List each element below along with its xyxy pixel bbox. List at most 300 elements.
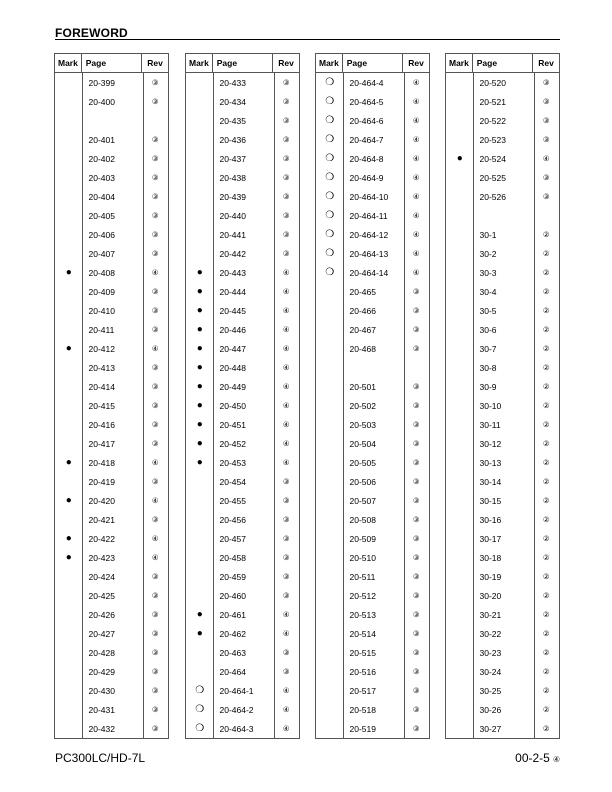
rev-cell: ④ — [282, 724, 290, 733]
page-cell: 20-438 — [219, 172, 246, 183]
rev-cell: ④ — [282, 610, 290, 619]
column-divider — [82, 73, 83, 738]
open-circle-icon: ❍ — [325, 228, 335, 240]
rev-cell: ④ — [282, 458, 290, 467]
rev-cell: ④ — [151, 496, 159, 505]
page-cell: 20-401 — [88, 134, 115, 145]
table-row — [316, 377, 429, 396]
table-row — [186, 282, 299, 301]
page-cell: 20-409 — [88, 286, 115, 297]
page-cell: 20-519 — [349, 723, 376, 734]
table-row — [446, 244, 559, 263]
page-cell: 20-426 — [88, 609, 115, 620]
rev-cell: ④ — [282, 363, 290, 372]
page-cell: 20-413 — [88, 362, 115, 373]
table-row — [55, 225, 168, 244]
table-row — [186, 149, 299, 168]
table-row — [55, 510, 168, 529]
page-cell: 20-468 — [349, 343, 376, 354]
rev-cell: ④ — [151, 268, 159, 277]
page-cell: 30-14 — [479, 476, 502, 487]
rev-cell: ③ — [282, 116, 290, 125]
rev-cell: ③ — [282, 135, 290, 144]
page-cell: 20-466 — [349, 305, 376, 316]
page-cell: 30-16 — [479, 514, 502, 525]
page-cell: 20-464-1 — [219, 685, 254, 696]
page-cell: 20-464-6 — [349, 115, 384, 126]
page-cell: 20-414 — [88, 381, 115, 392]
page-cell: 20-461 — [219, 609, 246, 620]
table-body — [55, 73, 168, 738]
table-row — [446, 491, 559, 510]
page-cell: 20-402 — [88, 153, 115, 164]
rev-cell: ③ — [282, 591, 290, 600]
table-row — [446, 548, 559, 567]
rev-cell: ③ — [282, 192, 290, 201]
filled-circle-icon: ● — [65, 266, 72, 278]
column-divider — [343, 73, 344, 738]
table-row — [316, 491, 429, 510]
page-cell: 30-17 — [479, 533, 502, 544]
revision-table-3 — [315, 53, 430, 739]
table-row — [186, 187, 299, 206]
table-row — [186, 548, 299, 567]
table-row — [316, 548, 429, 567]
table-row — [55, 339, 168, 358]
page-cell: 20-447 — [219, 343, 246, 354]
table-row — [446, 149, 559, 168]
table-row — [186, 643, 299, 662]
open-circle-icon: ❍ — [195, 703, 205, 715]
rev-cell: ④ — [412, 97, 420, 106]
page-cell: 20-464-14 — [349, 267, 389, 278]
page-cell: 20-515 — [349, 647, 376, 658]
rev-cell: ③ — [412, 287, 420, 296]
open-circle-icon: ❍ — [325, 209, 335, 221]
filled-circle-icon: ● — [196, 323, 203, 335]
open-circle-icon: ❍ — [325, 152, 335, 164]
rev-cell: ③ — [282, 648, 290, 657]
table-row — [55, 605, 168, 624]
table-row — [55, 529, 168, 548]
rev-cell: ③ — [412, 515, 420, 524]
rev-cell: ③ — [412, 724, 420, 733]
table-row — [446, 396, 559, 415]
rev-cell: ② — [542, 420, 550, 429]
page-cell: 20-443 — [219, 267, 246, 278]
filled-circle-icon: ● — [65, 494, 72, 506]
page-cell: 20-511 — [349, 571, 376, 582]
table-row — [186, 567, 299, 586]
page-cell: 20-417 — [88, 438, 115, 449]
page-cell: 20-451 — [219, 419, 246, 430]
page-cell: 20-445 — [219, 305, 246, 316]
page-cell: 20-460 — [219, 590, 246, 601]
page-cell: 20-464-3 — [219, 723, 254, 734]
table-row — [446, 111, 559, 130]
page-cell: 20-503 — [349, 419, 376, 430]
table-row — [55, 434, 168, 453]
rev-cell: ③ — [151, 78, 159, 87]
open-circle-icon: ❍ — [325, 114, 335, 126]
table-row — [186, 73, 299, 92]
rev-cell: ③ — [151, 382, 159, 391]
table-row — [55, 263, 168, 282]
rev-cell: ③ — [282, 78, 290, 87]
filled-circle-icon: ● — [196, 304, 203, 316]
table-row — [186, 339, 299, 358]
filled-circle-icon: ● — [196, 627, 203, 639]
page-cell: 30-6 — [479, 324, 497, 335]
page-cell: 20-520 — [479, 77, 506, 88]
table-row — [316, 130, 429, 149]
table-row — [186, 719, 299, 738]
table-row — [55, 111, 168, 130]
page-cell: 20-437 — [219, 153, 246, 164]
page-cell: 20-418 — [88, 457, 115, 468]
rev-cell: ② — [542, 496, 550, 505]
rev-cell: ③ — [412, 705, 420, 714]
filled-circle-icon: ● — [456, 152, 463, 164]
table-row — [55, 567, 168, 586]
table-row — [55, 700, 168, 719]
rev-cell: ② — [542, 667, 550, 676]
table-row — [446, 434, 559, 453]
rev-cell: ② — [542, 249, 550, 258]
rev-cell: ③ — [282, 477, 290, 486]
page-cell: 20-456 — [219, 514, 246, 525]
rev-cell: ③ — [412, 496, 420, 505]
rev-cell: ② — [542, 648, 550, 657]
page-cell: 30-15 — [479, 495, 502, 506]
table-header — [446, 54, 559, 73]
rev-cell: ② — [542, 515, 550, 524]
table-row — [55, 415, 168, 434]
rev-cell: ③ — [412, 553, 420, 562]
table-row — [446, 92, 559, 111]
page-cell: 20-464-2 — [219, 704, 254, 715]
open-circle-icon: ❍ — [325, 266, 335, 278]
page-cell: 20-446 — [219, 324, 246, 335]
filled-circle-icon: ● — [196, 437, 203, 449]
table-row — [55, 168, 168, 187]
page-cell: 20-403 — [88, 172, 115, 183]
table-row — [446, 358, 559, 377]
rev-cell: ② — [542, 439, 550, 448]
page-cell: 20-464-12 — [349, 229, 389, 240]
page-cell: 20-455 — [219, 495, 246, 506]
table-row — [186, 624, 299, 643]
page-cell: 20-435 — [219, 115, 246, 126]
rev-cell: ④ — [412, 78, 420, 87]
rev-cell: ③ — [151, 401, 159, 410]
page-cell: 20-464-8 — [349, 153, 384, 164]
rev-cell: ③ — [151, 363, 159, 372]
rev-cell: ③ — [412, 629, 420, 638]
table-row — [55, 586, 168, 605]
column-divider — [404, 73, 405, 738]
page-cell: 20-404 — [88, 191, 115, 202]
rev-header: Rev — [278, 58, 294, 68]
page-cell: 20-406 — [88, 229, 115, 240]
rev-cell: ④ — [412, 173, 420, 182]
page-cell: 30-21 — [479, 609, 502, 620]
table-row — [446, 187, 559, 206]
rev-cell: ③ — [151, 610, 159, 619]
rev-cell: ③ — [282, 230, 290, 239]
rev-cell: ③ — [282, 211, 290, 220]
page-cell: 20-522 — [479, 115, 506, 126]
page-cell: 30-23 — [479, 647, 502, 658]
page-cell: 30-18 — [479, 552, 502, 563]
page-cell: 20-458 — [219, 552, 246, 563]
revision-table-1 — [54, 53, 169, 739]
page-cell: 20-436 — [219, 134, 246, 145]
page-cell: 20-434 — [219, 96, 246, 107]
table-row — [55, 149, 168, 168]
page-cell: 20-419 — [88, 476, 115, 487]
table-row — [446, 168, 559, 187]
filled-circle-icon: ● — [65, 551, 72, 563]
rev-cell: ③ — [542, 97, 550, 106]
rev-cell: ③ — [151, 135, 159, 144]
rev-cell: ④ — [282, 344, 290, 353]
page-cell: 20-462 — [219, 628, 246, 639]
rev-cell: ③ — [412, 420, 420, 429]
page-cell: 20-509 — [349, 533, 376, 544]
rev-cell: ③ — [151, 629, 159, 638]
page-cell: 20-464 — [219, 666, 246, 677]
page-cell: 20-514 — [349, 628, 376, 639]
mark-header: Mark — [55, 54, 82, 72]
table-row — [316, 244, 429, 263]
rev-cell: ③ — [282, 515, 290, 524]
page-cell: 20-431 — [88, 704, 115, 715]
table-row — [186, 605, 299, 624]
rev-cell: ③ — [412, 344, 420, 353]
page-cell: 20-415 — [88, 400, 115, 411]
table-row — [186, 111, 299, 130]
page-cell: 20-507 — [349, 495, 376, 506]
rev-cell: ③ — [542, 173, 550, 182]
table-row — [55, 548, 168, 567]
page-cell: 20-441 — [219, 229, 246, 240]
rev-cell: ③ — [412, 401, 420, 410]
page-cell: 20-506 — [349, 476, 376, 487]
table-row — [316, 662, 429, 681]
rev-cell: ④ — [412, 211, 420, 220]
page-cell: 20-399 — [88, 77, 115, 88]
rev-cell: ② — [542, 287, 550, 296]
filled-circle-icon: ● — [196, 418, 203, 430]
page-cell: 30-20 — [479, 590, 502, 601]
table-row — [55, 662, 168, 681]
page-cell: 20-420 — [88, 495, 115, 506]
rev-cell: ③ — [282, 496, 290, 505]
page-cell: 20-464-11 — [349, 210, 388, 221]
page-cell: 20-513 — [349, 609, 376, 620]
rev-cell: ③ — [282, 97, 290, 106]
rev-cell: ③ — [151, 325, 159, 334]
rev-cell: ③ — [412, 648, 420, 657]
page-cell: 30-24 — [479, 666, 502, 677]
table-row — [316, 643, 429, 662]
rev-cell: ② — [542, 686, 550, 695]
rev-cell: ③ — [412, 306, 420, 315]
table-row — [316, 567, 429, 586]
table-row — [186, 301, 299, 320]
filled-circle-icon: ● — [196, 361, 203, 373]
rev-cell: ③ — [282, 667, 290, 676]
page-cell: 30-25 — [479, 685, 502, 696]
table-row — [316, 301, 429, 320]
page-cell: 20-440 — [219, 210, 246, 221]
filled-circle-icon: ● — [196, 285, 203, 297]
table-row — [446, 453, 559, 472]
table-row — [186, 225, 299, 244]
page-cell: 30-7 — [479, 343, 497, 354]
rev-cell: ④ — [412, 135, 420, 144]
table-row — [316, 149, 429, 168]
revision-table-2 — [185, 53, 300, 739]
table-row — [186, 662, 299, 681]
rev-cell: ④ — [282, 439, 290, 448]
table-row — [186, 92, 299, 111]
table-row — [446, 567, 559, 586]
page-cell: 20-467 — [349, 324, 376, 335]
table-row — [316, 168, 429, 187]
rev-cell: ③ — [151, 420, 159, 429]
rev-cell: ② — [542, 591, 550, 600]
rev-cell: ③ — [151, 705, 159, 714]
rev-cell: ③ — [151, 287, 159, 296]
rev-cell: ③ — [282, 154, 290, 163]
page-cell: 20-464-9 — [349, 172, 384, 183]
open-circle-icon: ❍ — [325, 95, 335, 107]
page-cell: 20-425 — [88, 590, 115, 601]
page-cell: 20-454 — [219, 476, 246, 487]
page-cell: 20-412 — [88, 343, 115, 354]
table-row — [55, 472, 168, 491]
page-number: 00-2-5 — [515, 751, 550, 765]
table-row — [446, 339, 559, 358]
table-row — [186, 377, 299, 396]
page-cell: 20-510 — [349, 552, 376, 563]
table-row — [316, 111, 429, 130]
table-row — [316, 339, 429, 358]
table-row — [55, 130, 168, 149]
rev-cell: ② — [542, 724, 550, 733]
page-cell: 20-427 — [88, 628, 115, 639]
open-circle-icon: ❍ — [325, 247, 335, 259]
table-row — [446, 282, 559, 301]
rev-cell: ③ — [412, 382, 420, 391]
table-row — [55, 453, 168, 472]
table-row — [186, 168, 299, 187]
table-row — [446, 719, 559, 738]
table-row — [446, 206, 559, 225]
page-cell: 20-505 — [349, 457, 376, 468]
page-title: FOREWORD — [55, 26, 128, 40]
table-row — [186, 130, 299, 149]
rev-cell: ④ — [282, 287, 290, 296]
filled-circle-icon: ● — [65, 456, 72, 468]
mark-header: Mark — [446, 54, 473, 72]
page-cell: 30-27 — [479, 723, 502, 734]
rev-cell: ③ — [151, 591, 159, 600]
page-cell: 20-428 — [88, 647, 115, 658]
filled-circle-icon: ● — [196, 342, 203, 354]
table-row — [316, 624, 429, 643]
table-row — [55, 282, 168, 301]
table-row — [55, 244, 168, 263]
page-cell: 30-5 — [479, 305, 497, 316]
rev-cell: ③ — [151, 515, 159, 524]
table-row — [316, 472, 429, 491]
open-circle-icon: ❍ — [325, 133, 335, 145]
page-cell: 30-10 — [479, 400, 502, 411]
column-divider — [143, 73, 144, 738]
filled-circle-icon: ● — [196, 380, 203, 392]
table-row — [316, 605, 429, 624]
page-cell: 30-26 — [479, 704, 502, 715]
page-cell: 20-432 — [88, 723, 115, 734]
table-row — [446, 700, 559, 719]
open-circle-icon: ❍ — [325, 190, 335, 202]
table-row — [316, 434, 429, 453]
rev-cell: ③ — [151, 477, 159, 486]
table-row — [446, 681, 559, 700]
column-divider — [213, 73, 214, 738]
page-cell: 20-449 — [219, 381, 246, 392]
table-row — [55, 377, 168, 396]
rev-cell: ③ — [282, 534, 290, 543]
table-row — [186, 263, 299, 282]
table-row — [186, 491, 299, 510]
table-row — [446, 263, 559, 282]
page-header: Page — [473, 54, 533, 72]
table-row — [55, 187, 168, 206]
table-row — [186, 415, 299, 434]
table-row — [316, 187, 429, 206]
rev-cell: ④ — [282, 401, 290, 410]
table-row — [446, 624, 559, 643]
page-cell: 30-11 — [479, 419, 501, 430]
page-cell: 20-405 — [88, 210, 115, 221]
page-cell: 20-516 — [349, 666, 376, 677]
page-cell: 30-22 — [479, 628, 502, 639]
rev-header: Rev — [408, 58, 424, 68]
rev-cell: ② — [542, 705, 550, 714]
mark-header: Mark — [316, 54, 343, 72]
table-row — [446, 605, 559, 624]
page-cell: 20-416 — [88, 419, 115, 430]
page-cell: 20-439 — [219, 191, 246, 202]
filled-circle-icon: ● — [65, 532, 72, 544]
rev-cell: ③ — [412, 534, 420, 543]
page-cell: 20-524 — [479, 153, 506, 164]
rev-cell: ② — [542, 382, 550, 391]
rev-cell: ③ — [542, 116, 550, 125]
rev-cell: ③ — [412, 477, 420, 486]
open-circle-icon: ❍ — [325, 76, 335, 88]
table-row — [55, 719, 168, 738]
title-divider — [55, 39, 560, 40]
page-cell: 20-410 — [88, 305, 115, 316]
page-cell: 20-423 — [88, 552, 115, 563]
page-cell: 20-465 — [349, 286, 376, 297]
rev-cell: ③ — [151, 306, 159, 315]
